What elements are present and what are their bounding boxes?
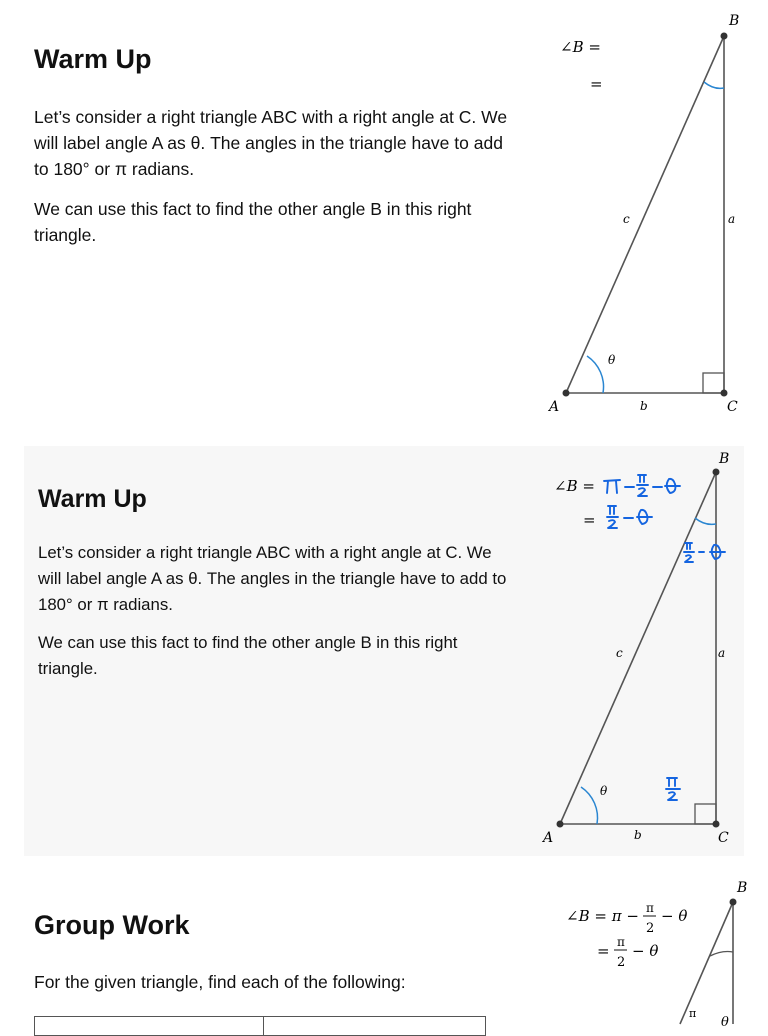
handwritten-angle-b-value (684, 543, 725, 562)
handwritten-angle-b-step2 (607, 506, 652, 528)
angle-b-equation-equals: = (583, 511, 596, 529)
vertex-b-dot (730, 899, 737, 906)
partial-pi-label: π (689, 1007, 697, 1020)
eq1-frac-num: π (646, 901, 654, 915)
label-c-vertex: C (718, 830, 729, 846)
label-theta: θ (600, 784, 608, 798)
label-b-vertex: B (729, 13, 740, 29)
equation-and-partial-triangle (0, 866, 768, 1030)
slide-warm-up-1 (0, 0, 768, 440)
right-angle-marker (695, 804, 716, 824)
slide-warm-up-2 (24, 446, 744, 856)
eq2-frac-den: 2 (617, 955, 626, 970)
angle-b-equation-lhs: ∠B = (554, 477, 595, 495)
vertex-b-dot (721, 33, 728, 40)
triangle-diagram-2 (24, 446, 744, 856)
vertex-a-dot (557, 821, 564, 828)
vertex-c-dot (721, 390, 728, 397)
vertex-a-dot (563, 390, 570, 397)
label-side-a: a (728, 212, 736, 226)
eq1-frac-den: 2 (646, 921, 655, 936)
paragraph-2: We can use this fact to find the other angle B in this right triangle. (38, 633, 458, 678)
label-c-vertex: C (727, 399, 738, 415)
label-side-c: c (616, 646, 623, 660)
vertex-b-dot (713, 469, 720, 476)
angle-b-arc (704, 82, 724, 88)
label-side-b: b (634, 828, 642, 842)
label-b-vertex: B (719, 451, 730, 467)
angle-b-arc (695, 518, 716, 524)
triangle-diagram-1 (0, 0, 768, 440)
paragraph-1: For the given triangle, find each of the following: (34, 972, 406, 992)
slide-group-work (0, 866, 768, 1030)
table-column-divider (263, 1017, 264, 1035)
vertex-c-dot (713, 821, 720, 828)
side-c-line (680, 902, 733, 1024)
paragraph-1: Let’s consider a right triangle ABC with a right angle at C. We will label angle A as θ. The angles in the triangle have to add to 180° or π radians. (38, 543, 507, 614)
angle-b-equation-lhs: ∠B = (560, 38, 601, 56)
slide-title: Group Work (34, 910, 190, 940)
partial-theta-label: θ (721, 1015, 729, 1030)
angle-a-arc (587, 356, 604, 393)
answer-table (34, 1016, 486, 1036)
eq1-lhs: ∠B = π − (566, 907, 639, 925)
angle-b-equation-equals: = (590, 75, 603, 93)
handwritten-angle-b-step1 (604, 475, 680, 496)
right-angle-marker (703, 373, 724, 393)
eq2-rest: − θ (632, 942, 659, 960)
label-a-vertex: A (549, 399, 560, 415)
label-a-vertex: A (543, 830, 554, 846)
label-side-a: a (718, 646, 726, 660)
slide-title: Warm Up (38, 485, 147, 513)
angle-b-arc (710, 952, 733, 957)
label-theta: θ (608, 353, 616, 367)
label-side-c: c (623, 212, 630, 226)
slide-title: Warm Up (34, 44, 152, 74)
eq2-equals: = (597, 942, 610, 960)
label-b-vertex: B (737, 880, 748, 896)
angle-a-arc (581, 787, 598, 824)
paragraph-1: Let’s consider a right triangle ABC with a right angle at C. We will label angle A as θ. The angles in the triangle have to add to 180° or π radians. (34, 107, 508, 179)
paragraph-2: We can use this fact to find the other angle B in this right triangle. (34, 199, 472, 245)
eq1-rest: − θ (661, 907, 688, 925)
label-side-b: b (640, 399, 648, 413)
handwritten-angle-c-value (666, 778, 680, 800)
eq2-frac-num: π (617, 935, 625, 949)
